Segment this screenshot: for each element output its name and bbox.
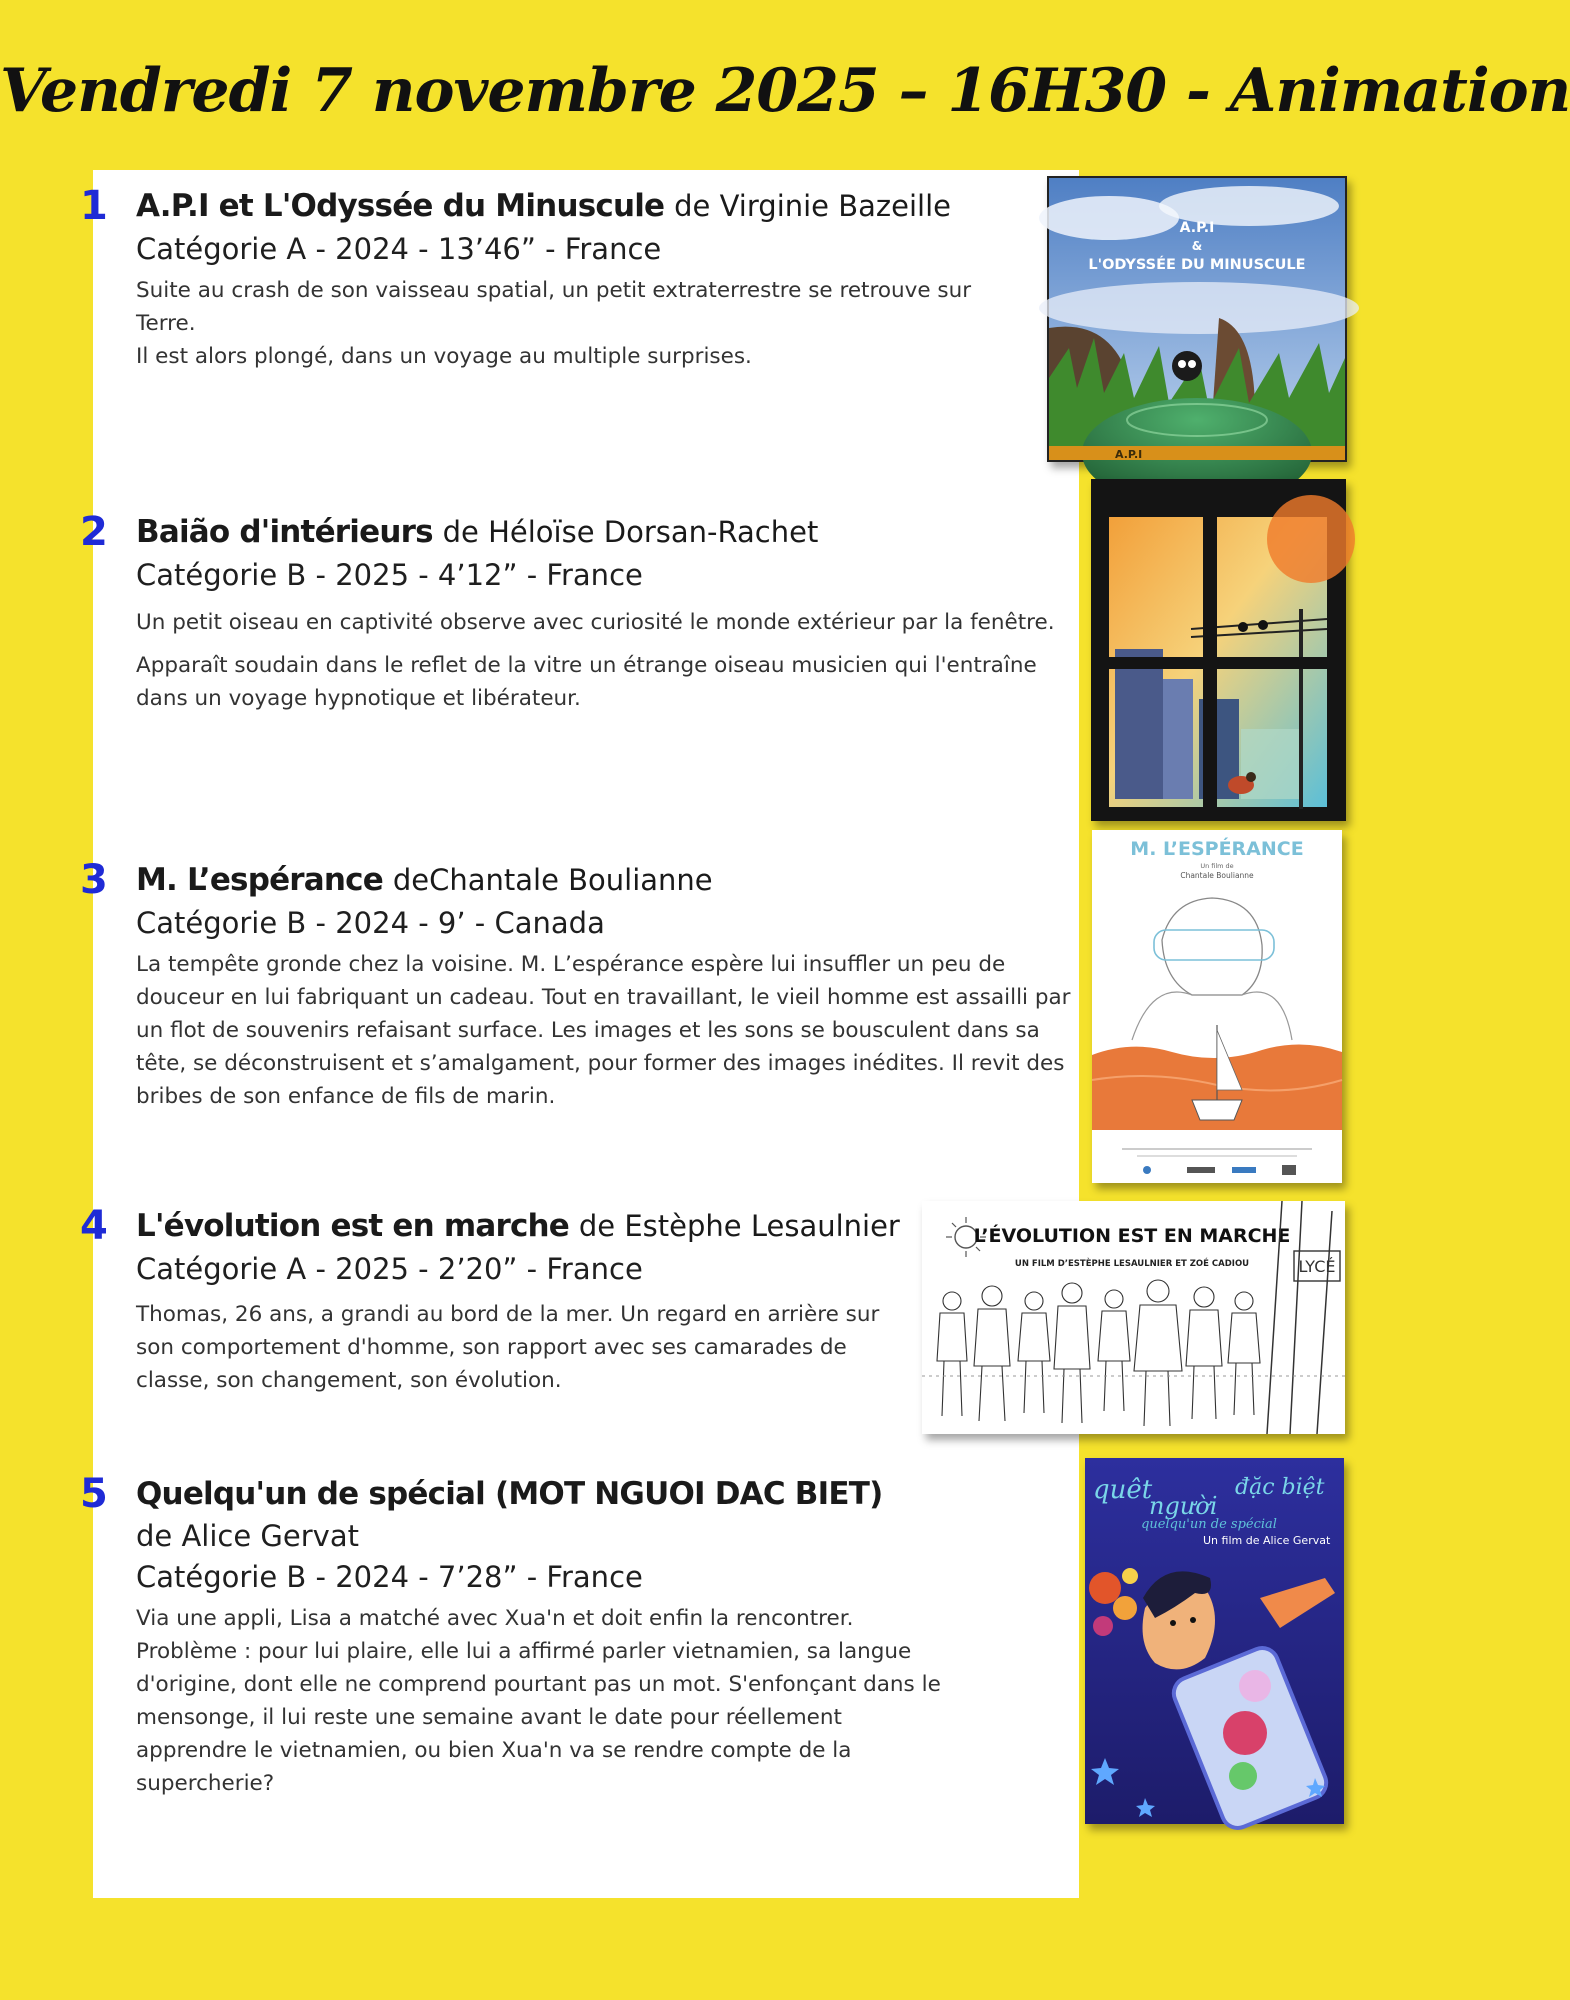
film-text <box>136 858 1076 1113</box>
film-number: 2 <box>80 509 108 555</box>
film-description <box>136 606 1076 715</box>
film-director: de Héloïse Dorsan-Rachet <box>442 515 819 549</box>
film-poster-2 <box>1091 479 1346 821</box>
film-title: A.P.I et L'Odyssée du Minuscule <box>136 188 665 224</box>
film-description <box>136 1602 956 1800</box>
poster-evolution-illustration <box>922 1201 1345 1434</box>
poster-author: Chantale Boulianne <box>1180 871 1254 880</box>
poster-api-illustration <box>1049 178 1345 460</box>
film-text <box>136 184 1016 373</box>
film-number: 4 <box>80 1203 108 1249</box>
poster-badge: A.P.I <box>1115 448 1143 461</box>
film-title: M. L’espérance <box>136 862 383 898</box>
description-paragraph: La tempête gronde chez la voisine. M. L’espérance espère lui insuffler un peu de douceur en lui fabriquant un cadeau. Tout en travaillant, le vieil homme est assailli par un flot de souvenirs refaisant surface. Les images et les sons se bousculent dans sa tête, se déconstruisent et s’amalgament, pour former des images inédites. Il revit des bribes de son enfance de fils de marin. <box>136 952 1071 1109</box>
poster-title-top: A.P.I <box>1179 220 1215 236</box>
film-category: Catégorie A - 2024 - 13’46” - France <box>136 232 662 266</box>
film-description <box>136 1298 896 1397</box>
film-number: 3 <box>80 857 108 903</box>
film-text <box>136 1204 900 1397</box>
poster-subtitle: UN FILM D’ESTÈPHE LESAULNIER ET ZOÉ CADIOU <box>1014 1259 1250 1269</box>
poster-quelquun-illustration <box>1085 1458 1344 1824</box>
film-title: L'évolution est en marche <box>136 1208 570 1244</box>
film-category: Catégorie A - 2025 - 2’20” - France <box>136 1252 643 1286</box>
poster-title: L’ÉVOLUTION EST EN MARCHE <box>973 1225 1291 1247</box>
film-director: de Estèphe Lesaulnier <box>578 1209 900 1243</box>
poster-author: Un film de Alice Gervat <box>1203 1534 1331 1547</box>
poster-subtitle: Un film de <box>1200 862 1234 870</box>
film-title: Quelqu'un de spécial (MOT NGUOI DAC BIET) <box>136 1476 883 1512</box>
film-category: Catégorie B - 2024 - 7’28” - France <box>136 1560 643 1594</box>
film-text <box>136 1472 956 1800</box>
film-description <box>136 274 1016 373</box>
poster-title-mid: & <box>1191 239 1203 253</box>
film-description <box>136 948 1076 1113</box>
poster-title: M. L’ESPÉRANCE <box>1130 838 1304 860</box>
description-paragraph: Il est alors plongé, dans un voyage au multiple surprises. <box>136 344 752 369</box>
film-text <box>136 510 1076 715</box>
poster-window-illustration <box>1091 479 1346 821</box>
film-title-line <box>136 1472 956 1516</box>
poster-title-bottom: L'ODYSSÉE DU MINUSCULE <box>1088 257 1306 273</box>
film-title-line <box>136 184 1016 228</box>
description-paragraph: Via une appli, Lisa a matché avec Xua'n et doit enfin la rencontrer. Problème : pour lui plaire, elle lui a affirmé parler vietnamien, sa langue d'origine, dont elle ne comprend pourtant pas un mot. S'enfonçant dans le mensonge, il lui reste une semaine avant le date pour réellement apprendre le vietnamien, ou bien Xua'n va se rendre compte de la supercherie? <box>136 1606 941 1796</box>
film-poster-5 <box>1085 1458 1344 1824</box>
film-title-line <box>136 858 1076 902</box>
description-paragraph: Suite au crash de son vaisseau spatial, un petit extraterrestre se retrouve sur Terre. <box>136 278 972 336</box>
poster-esperance-illustration <box>1092 830 1342 1183</box>
film-poster-3 <box>1092 830 1342 1183</box>
film-director: de Virginie Bazeille <box>674 189 951 223</box>
page-title: Vendredi 7 novembre 2025 – 16H30 - Animation <box>0 56 1570 126</box>
film-poster-4 <box>922 1201 1345 1434</box>
film-number: 1 <box>80 183 108 229</box>
poster-title-d: quelqu'un de spécial <box>1141 1517 1277 1532</box>
film-director: deChantale Boulianne <box>392 863 713 897</box>
film-director: de Alice Gervat <box>136 1519 359 1553</box>
description-paragraph: Thomas, 26 ans, a grandi au bord de la mer. Un regard en arrière sur son comportement d'homme, son rapport avec ses camarades de classe, son changement, son évolution. <box>136 1302 880 1393</box>
description-paragraph: Apparaît soudain dans le reflet de la vitre un étrange oiseau musicien qui l'entraîne dans un voyage hypnotique et libérateur. <box>136 653 1037 711</box>
description-paragraph: Un petit oiseau en captivité observe avec curiosité le monde extérieur par la fenêtre. <box>136 610 1055 635</box>
poster-title-b: người <box>1149 1492 1218 1520</box>
poster-title-c: đặc biệt <box>1235 1475 1325 1500</box>
film-title-line <box>136 510 1076 554</box>
film-title-line <box>136 1204 900 1248</box>
poster-sign: LYCÉ <box>1298 1257 1336 1276</box>
film-category: Catégorie B - 2025 - 4’12” - France <box>136 558 643 592</box>
film-title: Baião d'intérieurs <box>136 514 433 550</box>
poster-title-a: quêt <box>1093 1475 1153 1505</box>
film-poster-1 <box>1047 176 1347 462</box>
film-number: 5 <box>80 1471 108 1517</box>
film-category: Catégorie B - 2024 - 9’ - Canada <box>136 906 605 940</box>
